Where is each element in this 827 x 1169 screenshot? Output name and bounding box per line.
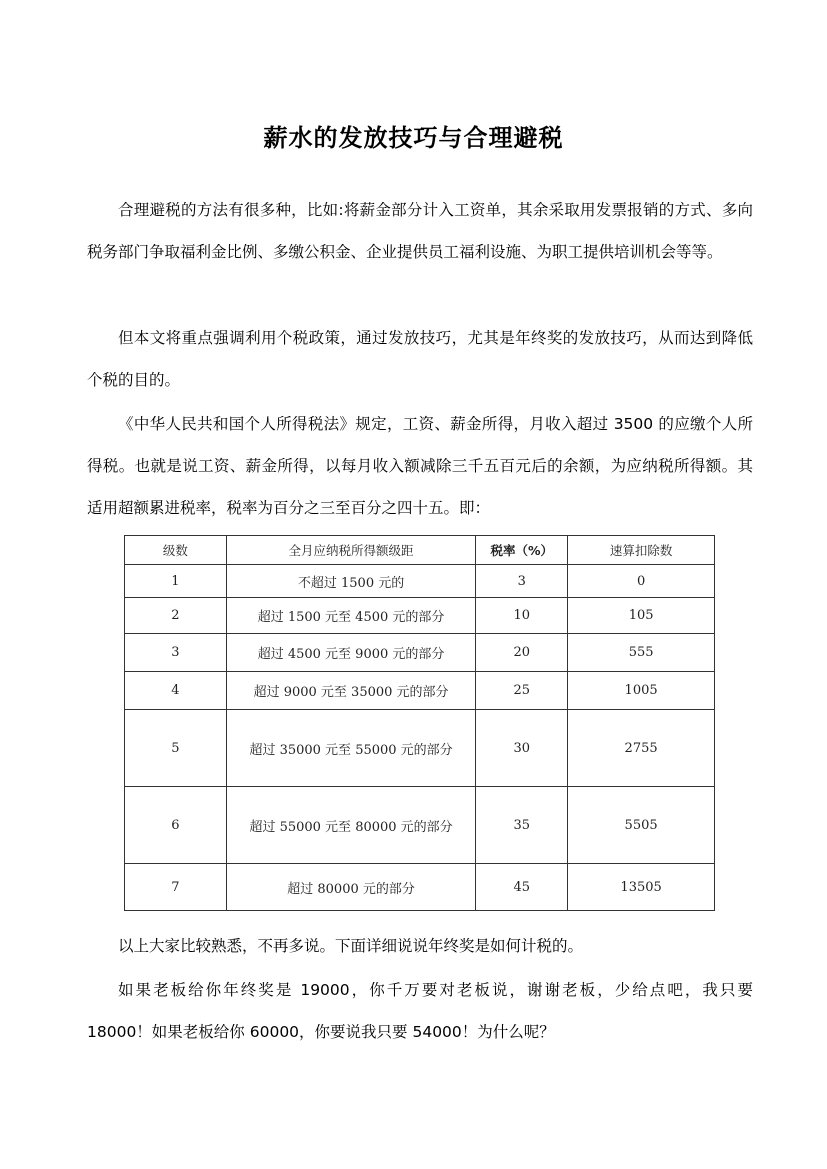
header-level: 级数 [125,536,227,565]
cell-bracket: 超过 80000 元的部分 [226,864,476,911]
table-row [125,787,715,864]
cell-deduction: 2755 [568,710,715,787]
cell-rate: 20 [476,634,568,672]
cell-rate: 30 [476,710,568,787]
cell-level: 3 [125,634,227,672]
table-row [125,672,715,710]
paragraph-avoidance-methods: 合理避税的方法有很多种，比如:将薪金部分计入工资单，其余采取用发票报销的方式、多向税务部门争取福利金比例、多缴公积金、企业提供员工福利设施、为职工提供培训机会等等。 [87,201,753,261]
paragraph-bonus-example: 如果老板给你年终奖是 19000，你千万要对老板说，谢谢老板，少给点吧，我只要 18000！如果老板给你 60000，你要说我只要 54000！为什么呢？ [87,981,753,1041]
cell-bracket: 超过 9000 元至 35000 元的部分 [226,672,476,710]
cell-rate: 3 [476,565,568,598]
table-row [125,710,715,787]
cell-rate: 10 [476,598,568,634]
cell-deduction: 1005 [568,672,715,710]
table-row [125,634,715,672]
cell-deduction: 13505 [568,864,715,911]
cell-rate: 25 [476,672,568,710]
cell-deduction: 105 [568,598,715,634]
cell-level: 1 [125,565,227,598]
table-row [125,864,715,911]
cell-rate: 35 [476,787,568,864]
cell-level: 5 [125,710,227,787]
tax-rate-table [124,535,715,911]
header-quick-deduction: 速算扣除数 [568,536,715,565]
cell-bracket: 超过 1500 元至 4500 元的部分 [226,598,476,634]
cell-bracket: 超过 55000 元至 80000 元的部分 [226,787,476,864]
cell-level: 2 [125,598,227,634]
cell-deduction: 555 [568,634,715,672]
paragraph-focus: 但本文将重点强调利用个税政策，通过发放技巧，尤其是年终奖的发放技巧，从而达到降低个税的目的。 [87,329,753,389]
cell-deduction: 5505 [568,787,715,864]
header-tax-rate: 税率（%） [476,536,568,565]
table-row [125,565,715,598]
table-header-row [125,536,715,565]
cell-level: 4 [125,672,227,710]
cell-deduction: 0 [568,565,715,598]
page-title: 薪水的发放技巧与合理避税 [263,124,564,152]
table-row [125,598,715,634]
cell-bracket: 超过 35000 元至 55000 元的部分 [226,710,476,787]
cell-bracket: 超过 4500 元至 9000 元的部分 [226,634,476,672]
cell-rate: 45 [476,864,568,911]
paragraph-tax-law: 《中华人民共和国个人所得税法》规定，工资、薪金所得，月收入超过 3500 的应缴个人所得税。也就是说工资、薪金所得，以每月收入额减除三千五百元后的余额，为应纳税所得额。其适用超额累进税率，税率为百分之三至百分之四十五。即： [87,415,753,517]
header-income-bracket: 全月应纳税所得额级距 [226,536,476,565]
paragraph-year-end-bonus-intro: 以上大家比较熟悉，不再多说。下面详细说说年终奖是如何计税的。 [118,937,584,955]
cell-level: 7 [125,864,227,911]
cell-level: 6 [125,787,227,864]
cell-bracket: 不超过 1500 元的 [226,565,476,598]
